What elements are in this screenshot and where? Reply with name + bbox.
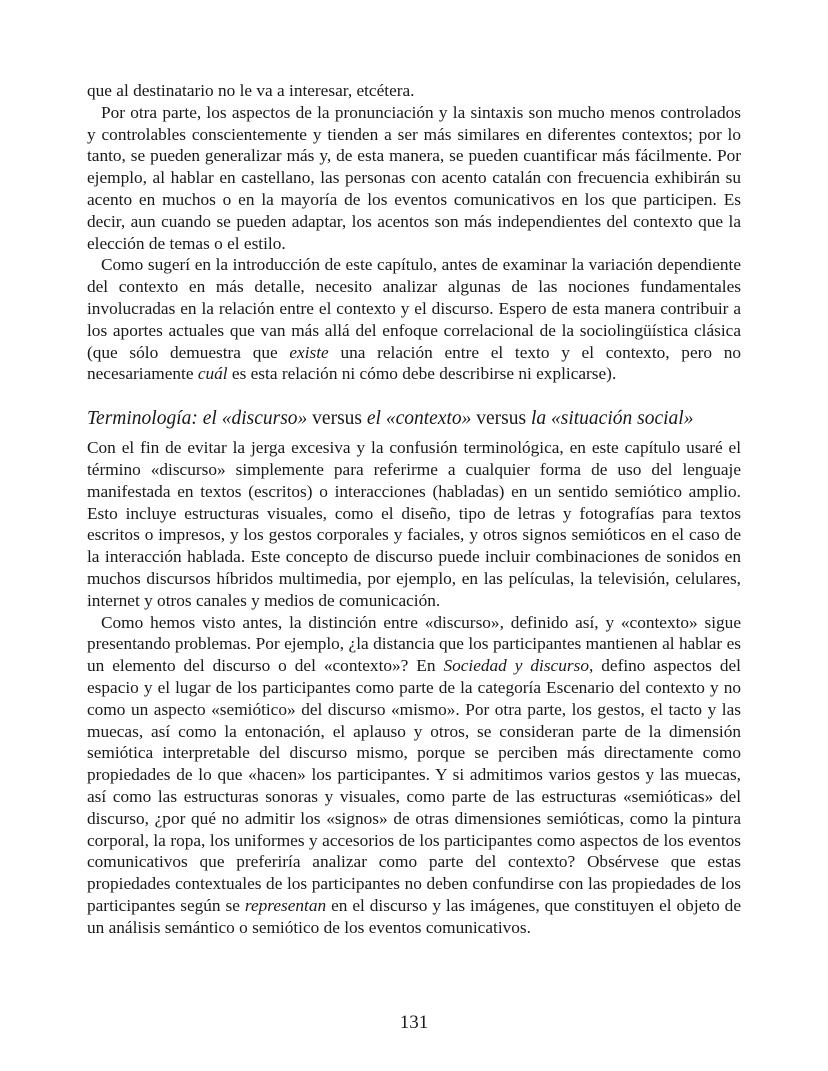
text-run: es esta relación ni cómo debe describirse ni explicarse).	[227, 364, 617, 384]
text-run: Como hemos visto antes, la distinción entre «discurso», definido así, y «contexto» sigue presentando problemas. Por ejemplo, ¿la distancia que los participantes mantienen al hablar es un elemento del discurso o del «contexto»? En	[87, 612, 741, 676]
italic-text-run: Terminología: el «discurso»	[87, 408, 308, 430]
bottom-paragraph-1	[87, 437, 741, 611]
text-run: en el discurso y las imágenes, que constituyen el objeto de un análisis semántico o semiótico de los eventos comunicativos.	[87, 895, 741, 937]
italic-text-run: representan	[244, 895, 327, 915]
italic-text-run: el «contexto»	[366, 408, 472, 430]
text-run: Como sugerí en la introducción de este capítulo, antes de examinar la variación dependiente del contexto en más detalle, necesito analizar algunas de las nociones fundamentales involucradas en la relación entre el contexto y el discurso. Espero de esta manera contribuir a los aportes actuales que van más allá del enfoque correlacional de la sociolingüística clásica (que sólo demuestra que	[87, 255, 741, 362]
paragraphs-bottom	[87, 437, 741, 938]
page-number: 131	[399, 1012, 429, 1033]
text-run: versus	[307, 408, 367, 430]
section-heading	[87, 407, 741, 431]
bottom-paragraph-2	[87, 612, 741, 939]
italic-text-run: la «situación social»	[530, 408, 694, 430]
text-run: versus	[471, 408, 531, 430]
top-paragraph-1	[87, 80, 741, 102]
italic-text-run: existe	[289, 342, 329, 362]
book-page-body	[87, 80, 741, 938]
text-run: una relación entre el texto y el contexto, pero no necesariamente	[87, 342, 742, 384]
top-paragraph-3	[87, 254, 741, 385]
text-run: , defino aspectos del espacio y el lugar de los participantes como parte de la categoría Escenario del contexto y no como un aspecto «semiótico» del discurso «mismo». Por otra parte, los gestos, el tacto y las muecas, así como la entonación, el aplauso y otros, se consideran parte de la dimensión semiótica interpretable del discurso mismo, porque se perciben más directamente como propiedades de lo que «hacen» los participantes. Y si admitimos varios gestos y las muecas, así como las estructuras sonoras y visuales, como parte de las estructuras «semióticas» del discurso, ¿por qué no admitir los «signos» de otras dimensiones semióticas, como la pintura corporal, la ropa, los uniformes y accesorios de los participantes como aspectos de los eventos comunicativos que preferiría analizar como parte del contexto? Obsérvese que estas propiedades contextuales de los participantes no deben confundirse con las propiedades de los participantes según se	[87, 656, 741, 915]
text-run: Con el fin de evitar la jerga excesiva y la confusión terminológica, en este capítulo usaré el término «discurso» simplemente para referirme a cualquier forma de uso del lenguaje manifestada en textos (escritos) o interacciones (habladas) en un sentido semiótico amplio. Esto incluye estructuras visuales, como el diseño, tipo de letras y fotografías para textos escritos o impresos, y los gestos corporales y faciales, y otros signos semióticos en el caso de la interacción hablada. Este concepto de discurso puede incluir combinaciones de sonidos en muchos discursos híbridos multimedia, por ejemplo, en las películas, la televisión, celulares, internet y otros canales y medios de comunicación.	[87, 438, 741, 610]
text-run: que al destinatario no le va a interesar, etcétera.	[87, 81, 415, 100]
text-run: Por otra parte, los aspectos de la pronunciación y la sintaxis son mucho menos controlados y controlables conscientemente y tienden a ser más similares en diferentes contextos; por lo tanto, se pueden generalizar más y, de esta manera, se pueden cuantificar más fácilmente. Por ejemplo, al hablar en castellano, las personas con acento catalán con frecuencia exhibirán su acento en muchos o en la mayoría de los eventos comunicativos en los que participen. Es decir, aun cuando se pueden adaptar, los acentos son más independientes del contexto que la elección de temas o el estilo.	[87, 102, 741, 253]
paragraphs-top	[87, 80, 741, 385]
italic-text-run: Sociedad y discurso	[443, 656, 589, 676]
italic-text-run: cuál	[197, 364, 228, 384]
top-paragraph-2	[87, 102, 741, 255]
